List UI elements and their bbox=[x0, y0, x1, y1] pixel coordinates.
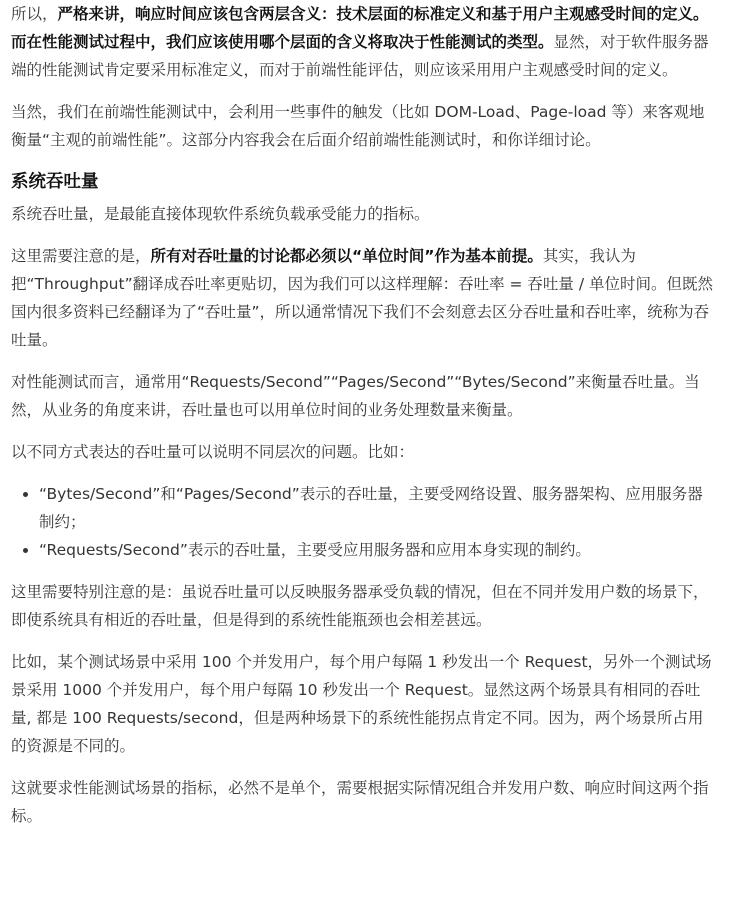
paragraph-text: 其实，我认为把“Throughput”翻译成吞吐率更贴切，因为我们可以这样理解：吞吐率 = 吞吐量 / 单位时间。但既然国内很多资料已经翻译为了“吞吐量”，所以通常情况下我们不会刻意去区分吞吐量和吞吐率，统称为吞吐量。 bbox=[11, 247, 714, 349]
paragraph-throughput-units: 对性能测试而言，通常用“Requests/Second”“Pages/Second”“Bytes/Second”来衡量吞吐量。当然，从业务的角度来讲，吞吐量也可以用单位时间的业务处理数量来衡量。 bbox=[11, 373, 700, 419]
bullet-list bbox=[11, 480, 717, 564]
bold-emphasis: 所有对吞吐量的讨论都必须以“单位时间”作为基本前提。 bbox=[150, 247, 543, 265]
paragraph-frontend-events: 当然，我们在前端性能测试中，会利用一些事件的触发（比如 DOM-Load、Page-load 等）来客观地衡量“主观的前端性能”。这部分内容我会在后面介绍前端性能测试时，和你详细讨论。 bbox=[11, 103, 705, 149]
paragraph-unit-time-note bbox=[11, 242, 717, 354]
list-item: • “Requests/Second”表示的吞吐量，主要受应用服务器和应用本身实现的制约。 bbox=[39, 536, 717, 564]
paragraph-special-note: 这里需要特别注意的是：虽说吞吐量可以反映服务器承受负载的情况，但在不同并发用户数的场景下，即使系统具有相近的吞吐量，但是得到的系统性能瓶颈也会相差甚远。 bbox=[11, 583, 709, 629]
paragraph-levels-intro: 以不同方式表达的吞吐量可以说明不同层次的问题。比如： bbox=[11, 443, 415, 461]
bold-emphasis: 严格来讲，响应时间应该包含两层含义：技术层面的标准定义和基于用户主观感受时间的定义。而在性能测试过程中，我们应该使用哪个层面的含义将取决于性能测试的类型。 bbox=[11, 5, 709, 51]
paragraph-text: 这里需要注意的是， bbox=[11, 247, 151, 265]
paragraph-throughput-intro: 系统吞吐量，是最能直接体现软件系统负载承受能力的指标。 bbox=[11, 205, 430, 223]
section-heading-throughput: 系统吞吐量 bbox=[11, 172, 99, 192]
list-item: • “Bytes/Second”和“Pages/Second”表示的吞吐量，主要受网络设置、服务器架构、应用服务器制约； bbox=[39, 480, 717, 536]
paragraph-example: 比如，某个测试场景中采用 100 个并发用户，每个用户每隔 1 秒发出一个 Request，另外一个测试场景采用 1000 个并发用户，每个用户每隔 10 秒发出一个 Request。显然这两个场景具有相同的吞吐量, 都是 100 Requests/second，但是两种场景下的系统性能拐点肯定不同。因为，两个场景所占用的资源是不同的。 bbox=[11, 653, 712, 755]
paragraph-text: 显然，对于软件服务器端的性能测试肯定要采用标准定义，而对于前端性能评估，则应该采用用户主观感受时间的定义。 bbox=[11, 33, 709, 79]
paragraph-conclusion: 这就要求性能测试场景的指标，必然不是单个，需要根据实际情况组合并发用户数、响应时间这两个指标。 bbox=[11, 779, 709, 825]
paragraph-text: 所以， bbox=[11, 5, 58, 23]
paragraph-response-time-definition bbox=[11, 0, 717, 84]
